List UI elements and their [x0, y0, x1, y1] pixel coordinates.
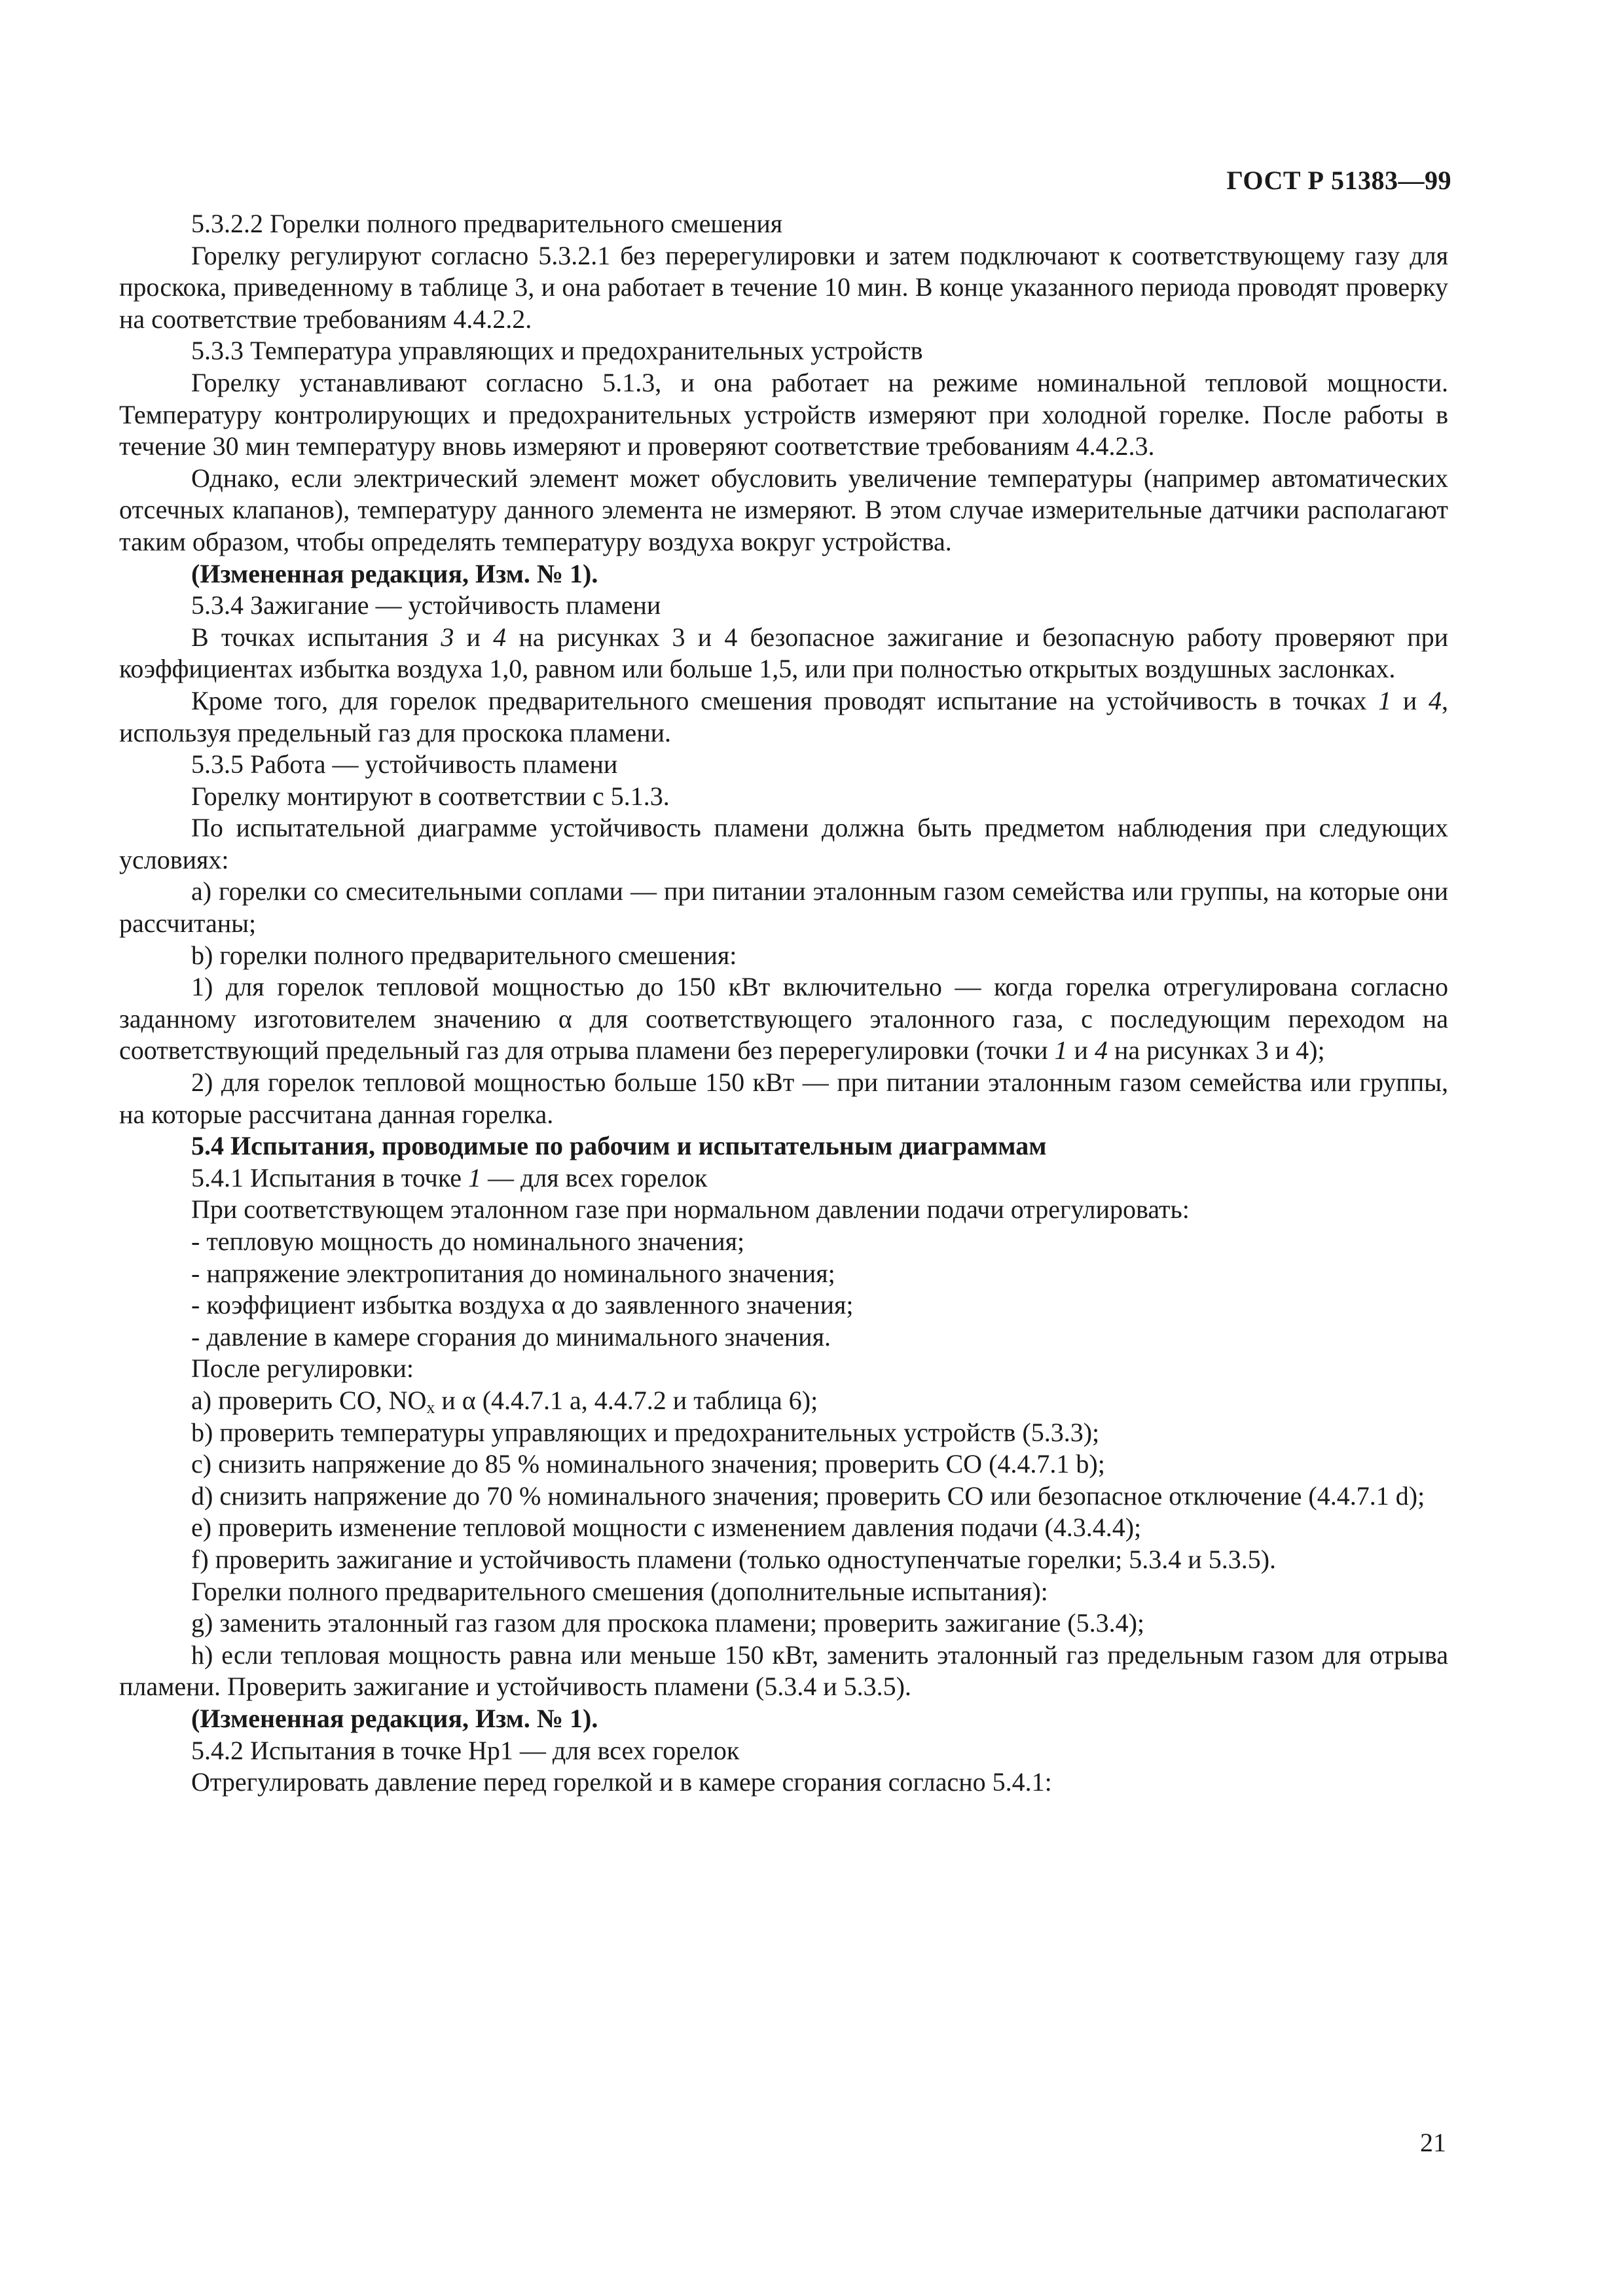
list-item: h) если тепловая мощность равна или меньше 150 кВт, заменить эталонный газ предельным газом для отрыва пламени. Проверить зажигание и устойчивость пламени (5.3.4 и 5.3.5). — [119, 1640, 1448, 1702]
amendment-note: (Измененная редакция, Изм. № 1). — [191, 558, 598, 588]
paragraph: При соответствующем эталонном газе при нормальном давлении подачи отрегулировать: — [191, 1194, 1190, 1225]
page-number: 21 — [1420, 2128, 1446, 2157]
list-item: а) горелки со смесительными соплами — при питании эталонным газом семейства или группы, на которые они рассчитаны; — [119, 876, 1448, 939]
document-header: ГОСТ Р 51383—99 — [1226, 166, 1451, 195]
list-item: - коэффициент избытка воздуха α до заявленного значения; — [191, 1290, 854, 1320]
list-item: - тепловую мощность до номинального значения; — [191, 1227, 745, 1256]
paragraph: Кроме того, для горелок предварительного смешения проводят испытание на устойчивость в точках 1 и 4, используя предельный газ для проскока пламени. — [119, 685, 1449, 747]
list-item: g) заменить эталонный газ газом для проскока пламени; проверить зажигание (5.3.4); — [191, 1608, 1144, 1638]
section-heading-5-3-3: 5.3.3 Температура управляющих и предохранительных устройств — [191, 336, 923, 366]
list-item: 2) для горелок тепловой мощностью больше 150 кВт — при питании эталонным газом семейства или группы, на которые рассчитана данная горелка. — [119, 1067, 1448, 1129]
section-heading-5-4-2: 5.4.2 Испытания в точке Hp1 — для всех горелок — [191, 1735, 740, 1765]
paragraph: По испытательной диаграмме устойчивость пламени должна быть предметом наблюдения при следующих условиях: — [119, 813, 1448, 874]
section-heading-5-3-2-2: 5.3.2.2 Горелки полного предварительного смешения — [191, 209, 783, 238]
document-body — [119, 208, 1448, 1799]
list-item: b) горелки полного предварительного смешения: — [191, 940, 737, 970]
paragraph: В точках испытания 3 и 4 на рисунках 3 и 4 безопасное зажигание и безопасную работу проверяют при коэффициентах избытка воздуха 1,0, равном или больше 1,5, или при полностью открытых воздушных заслонках. — [119, 622, 1449, 684]
amendment-note: (Измененная редакция, Изм. № 1). — [191, 1703, 598, 1733]
list-item: - напряжение электропитания до номинального значения; — [191, 1258, 835, 1288]
list-item: - давление в камере сгорания до минимального значения. — [191, 1321, 831, 1352]
list-item: b) проверить температуры управляющих и предохранительных устройств (5.3.3); — [191, 1417, 1100, 1447]
section-heading-5-4-1: 5.4.1 Испытания в точке 1 — для всех горелок — [191, 1162, 708, 1193]
paragraph: Горелку регулируют согласно 5.3.2.1 без перерегулировки и затем подключают к соответствующему газу для проскока, приведенному в таблице 3, и она работает в течение 10 мин. В конце указанного периода проводят проверку на соответствие требованиям 4.4.2.2. — [119, 240, 1448, 334]
list-item: f) проверить зажигание и устойчивость пламени (только одноступенчатые горелки; 5.3.4 и 5.3.5). — [191, 1544, 1277, 1574]
paragraph: Горелку устанавливают согласно 5.1.3, и она работает на режиме номинальной тепловой мощности. Температуру контролирующих и предохранительных устройств измеряют при холодной горелке. После работы в течение 30 мин температуру вновь измеряют и проверяют соответствие требованиям 4.4.2.3. — [119, 367, 1448, 461]
list-item: c) снизить напряжение до 85 % номинального значения; проверить CO (4.4.7.1 b); — [191, 1449, 1105, 1479]
section-heading-5-4: 5.4 Испытания, проводимые по рабочим и испытательным диаграммам — [191, 1131, 1047, 1161]
list-item: 1) для горелок тепловой мощностью до 150 кВт включительно — когда горелка отрегулирована согласно заданному изготовителем значению α для соответствующего эталонного газа, с последующим переходом на соответствующий предельный газ для отрыва пламени без перерегулировки (точки 1 и 4 на рисунках 3 и 4); — [119, 972, 1448, 1066]
section-heading-5-3-5: 5.3.5 Работа — устойчивость пламени — [191, 749, 618, 780]
list-item: d) снизить напряжение до 70 % номинального значения; проверить CO или безопасное отключение (4.4.7.1 d); — [191, 1480, 1425, 1511]
list-item: а) проверить CO, $NO_x$ и α (4.4.7.1 а, 4.4.7.2 и таблица 6); — [191, 1385, 818, 1417]
paragraph: Отрегулировать давление перед горелкой и в камере сгорания согласно 5.4.1: — [191, 1767, 1052, 1797]
paragraph: Горелки полного предварительного смешения (дополнительные испытания): — [191, 1576, 1048, 1606]
paragraph: Однако, если электрический элемент может обусловить увеличение температуры (например автоматических отсечных клапанов), температуру данного элемента не измеряют. В этом случае измерительные датчики располагают таким образом, чтобы определять температуру воздуха вокруг устройства. — [119, 463, 1448, 556]
list-item: e) проверить изменение тепловой мощности с изменением давления подачи (4.3.4.4); — [191, 1513, 1142, 1543]
section-heading-5-3-4: 5.3.4 Зажигание — устойчивость пламени — [191, 590, 661, 620]
paragraph: После регулировки: — [191, 1354, 414, 1384]
paragraph: Горелку монтируют в соответствии с 5.1.3. — [191, 781, 670, 811]
